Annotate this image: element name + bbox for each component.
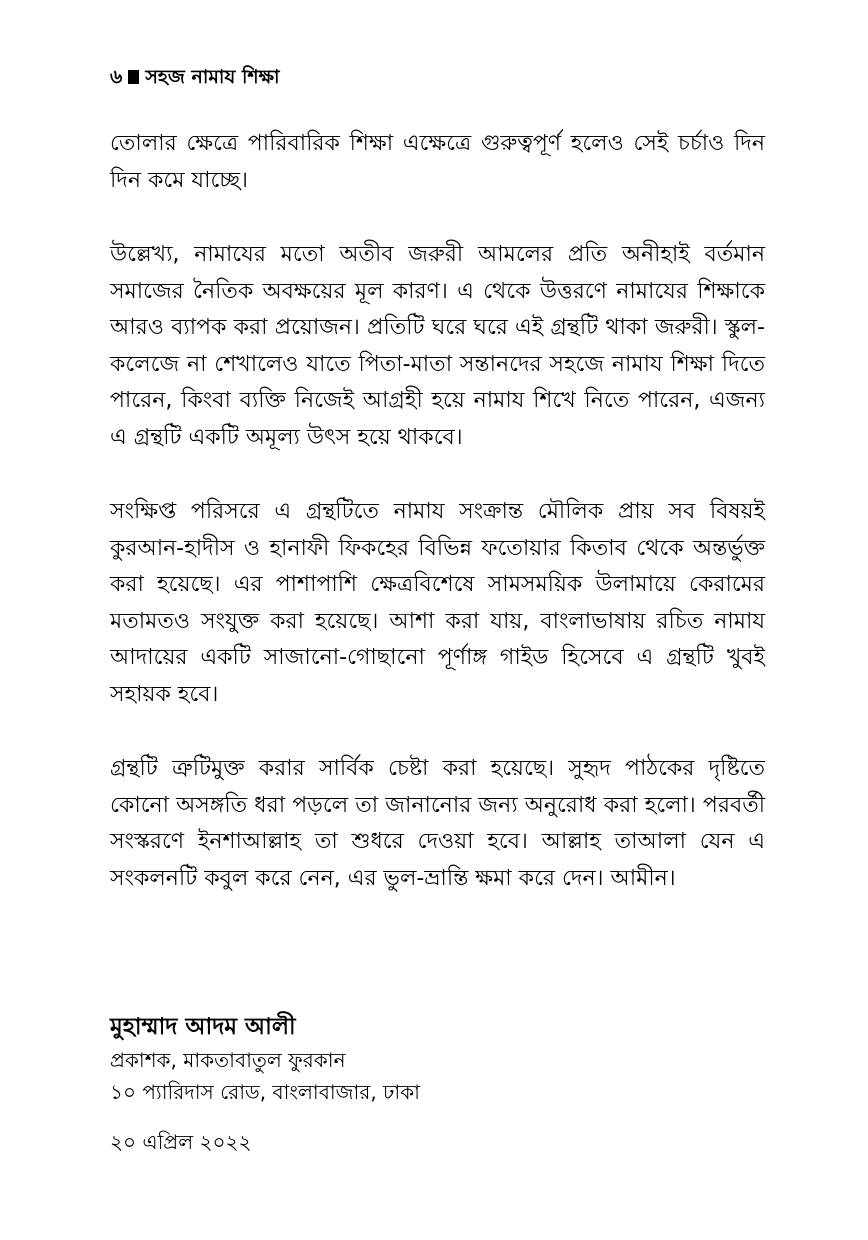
paragraph-3: সংক্ষিপ্ত পরিসরে এ গ্রন্থটিতে নামায সংক্রান্ত মৌলিক প্রায় সব বিষয়ই কুরআন-হাদীস ও হানাফী ফিকহের বিভিন্ন ফতোয়ার কিতাব থেকে অন্তর্ভুক্ত করা হয়েছে। এর পাশাপাশি ক্ষেত্রবিশেষে সামসময়িক উলামায়ে কেরামের মতামতও সংযুক্ত করা হয়েছে। আশা করা যায়, বাংলাভাষায় রচিত নামায আদায়ের একটি সাজানো-গোছানো পূর্ণাঙ্গ গাইড হিসেবে এ গ্রন্থটি খুবই সহায়ক হবে। <box>110 499 765 707</box>
paragraph-2: উল্লেখ্য, নামাযের মতো অতীব জরুরী আমলের প্রতি অনীহাই বর্তমান সমাজের নৈতিক অবক্ষয়ের মূল কারণ। এ থেকে উত্তরণে নামাযের শিক্ষাকে আরও ব্যাপক করা প্রয়োজন। প্রতিটি ঘরে ঘরে এই গ্রন্থটি থাকা জরুরী। স্কুল-কলেজে না শেখালেও যাতে পিতা-মাতা সন্তানদের সহজে নামায শিক্ষা দিতে পারেন, কিংবা ব্যক্তি নিজেই আগ্রহী হয়ে নামায শিখে নিতে পারেন, এজন্য এ গ্রন্থটি একটি অমূল্য উৎস হয়ে থাকবে। <box>110 242 765 450</box>
signature-block <box>110 1010 765 1158</box>
author-name: মুহাম্মাদ আদম আলী <box>110 1014 296 1040</box>
page-number: ৬ <box>110 66 123 88</box>
running-header <box>110 64 280 90</box>
body-text <box>110 126 765 935</box>
book-title: সহজ নামায শিক্ষা <box>145 66 280 88</box>
author-role: প্রকাশক, মাকতাবাতুল ফুরকান <box>110 1048 346 1072</box>
square-icon <box>128 70 139 84</box>
signature-date: ২০ এপ্রিল ২০২২ <box>110 1130 252 1154</box>
paragraph-1: তোলার ক্ষেত্রে পারিবারিক শিক্ষা এক্ষেত্রে গুরুত্বপূর্ণ হলেও সেই চর্চাও দিন দিন কমে যাচ্ছে। <box>110 131 765 193</box>
paragraph-4: গ্রন্থটি ত্রুটিমুক্ত করার সার্বিক চেষ্টা করা হয়েছে। সুহৃদ পাঠকের দৃষ্টিতে কোনো অসঙ্গতি ধরা পড়লে তা জানানোর জন্য অনুরোধ করা হলো। পরবর্তী সংস্করণে ইনশাআল্লাহ তা শুধরে দেওয়া হবে। আল্লাহ তাআলা যেন এ সংকলনটি কবুল করে নেন, এর ভুল-ভ্রান্তি ক্ষমা করে দেন। আমীন। <box>110 756 765 891</box>
author-address: ১০ প্যারিদাস রোড, বাংলাবাজার, ঢাকা <box>110 1080 420 1104</box>
